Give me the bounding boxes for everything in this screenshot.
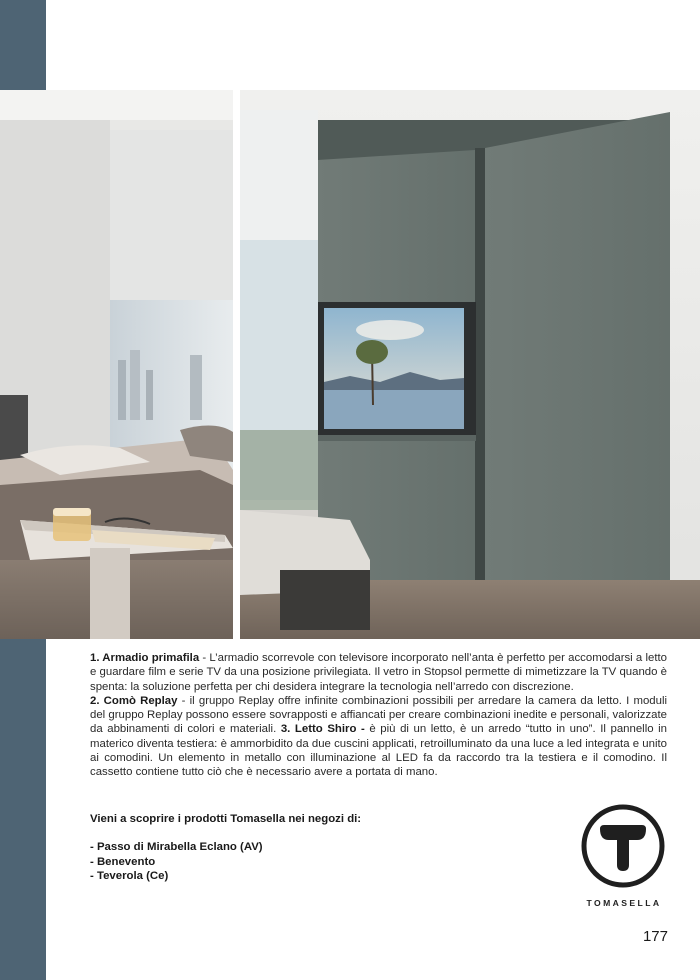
- item2-title: 2. Comò Replay: [90, 694, 178, 707]
- store-item: - Passo di Mirabella Eclano (AV): [90, 841, 263, 854]
- brand-logo: [580, 803, 666, 909]
- item1-title: 1. Armadio primafila: [90, 652, 200, 664]
- item1-text: - L’armadio scorrevole con televisore incorporato nell’anta è perfetto per accomodarsi a letto e guardare film e serie TV da una posizione privilegiata. Il vetro in Stopsol permette di mimetizzare la TV quando è spenta: la soluzione perfetta per chi desidera integrare la tecnologia nell’arredo con discrezione.: [90, 652, 667, 693]
- item2-text: - il gruppo Replay offre infinite combinazioni possibili per arredare la camera da letto. I moduli del gruppo Replay possono essere sovrapposti e affiancati per creare combinazioni inedite e personali, valorizzate da abbinamenti di colori e materiali.: [90, 694, 668, 736]
- brand-name: TOMASELLA: [586, 898, 662, 908]
- item3-title: 3. Letto Shiro -: [280, 723, 365, 736]
- product-description: [90, 651, 667, 780]
- wardrobe-image: [240, 90, 700, 639]
- photo-bed-detail: [0, 90, 233, 639]
- photo-wardrobe-tv: [240, 90, 700, 639]
- bed-detail-image: [0, 90, 233, 639]
- page-number: 177: [642, 928, 668, 945]
- store-item: - Benevento: [90, 855, 156, 868]
- store-list-heading: Vieni a scoprire i prodotti Tomasella nei negozi di:: [90, 813, 362, 825]
- store-list: [90, 812, 490, 883]
- tomasella-t-logo-icon: [580, 803, 666, 889]
- store-item: - Teverola (Ce): [90, 869, 169, 882]
- item3-text: è più di un letto, è un arredo “tutto in uno”. Il pannello in materico diventa testiera: è ammorbidito da due cuscini applicati, retroilluminato da una luce a led integrata e unito ai comodini. Un elemento in metallo con illuminazione al LED fa da raccordo tra la testiera e il comodino. Il cassetto contiene tutto ciò che è necessario avere a portata di mano.: [90, 723, 667, 779]
